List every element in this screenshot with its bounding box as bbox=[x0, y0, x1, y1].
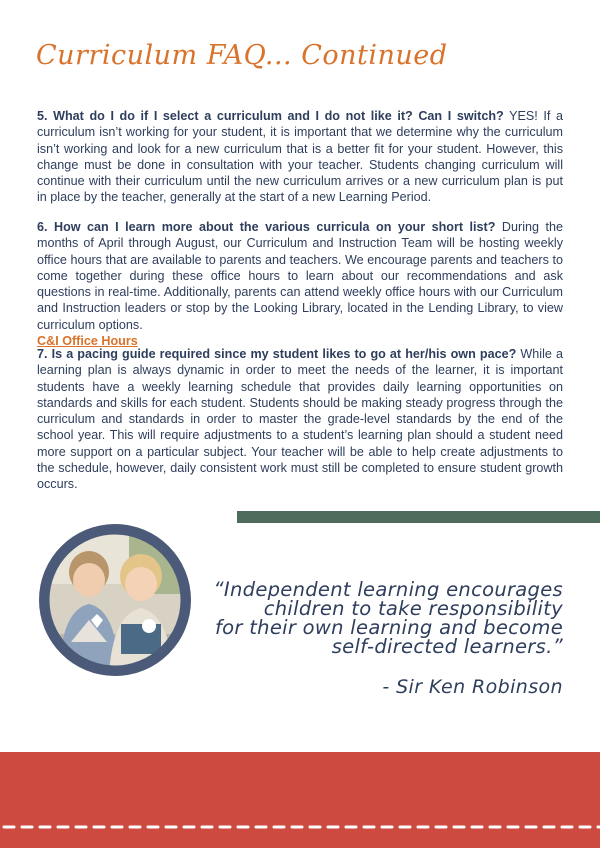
page-title: Curriculum FAQ... Continued bbox=[36, 40, 448, 71]
office-hours-link[interactable]: C&I Office Hours bbox=[37, 334, 138, 349]
faq-question: 5. What do I do if I select a curriculum and I do not like it? Can I switch? bbox=[37, 109, 504, 123]
faq-question: 6. How can I learn more about the various curricula on your short list? bbox=[37, 220, 496, 234]
faq-answer: YES! If a curriculum isn’t working for your student, it is important that we determine why the curriculum isn’t working and look for a new curriculum that is a better fit for your student. However, this change must be done in consultation with your teacher. Students changing curriculum will continue with their curriculum until the new curriculum arrives or a new curriculum plan is put in place by the teacher, generally at the start of a new Learning Period. bbox=[37, 109, 563, 205]
children-photo bbox=[39, 524, 191, 676]
faq-item-5 bbox=[37, 108, 563, 206]
faq-answer: During the months of April through August, our Curriculum and Instruction Team will be hosting weekly office hours that are available to parents and teachers. We encourage parents and teachers to come together during these office hours to learn about our recommendations and ask questions in real-time. Additionally, parents can attend weekly office hours with our Curriculum and Instruction leaders or stop by the Looking Library, located in the Lending Library, to view curriculum options. bbox=[37, 220, 563, 332]
footer-band bbox=[0, 752, 600, 848]
quote-line: for their own learning and become bbox=[215, 616, 563, 639]
faq-item-7 bbox=[37, 346, 563, 493]
faq-question: 7. Is a pacing guide required since my student likes to go at her/his own pace? bbox=[37, 347, 517, 361]
faq-answer: While a learning plan is always dynamic in order to meet the needs of the learner, it is important students have a weekly learning schedule that provides daily learning opportunities on standards and skills for each student. Students should be making steady progress through the curriculum and standards in order to master the grade-level standards by the end of the school year. This will require adjustments to a student’s learning plan should a student need more support on a particular subject. Your teacher will be able to help create adjustments to the schedule, however, daily consistent work must still be completed to ensure student growth occurs. bbox=[37, 347, 563, 492]
divider-bar bbox=[237, 511, 600, 523]
quote-line: “Independent learning encourages bbox=[213, 578, 563, 601]
quote-line: children to take responsibility bbox=[263, 597, 563, 620]
quote-block bbox=[203, 580, 563, 656]
faq-item-6 bbox=[37, 219, 563, 349]
dashed-stitch-line bbox=[0, 822, 600, 832]
quote-author: - Sir Ken Robinson bbox=[382, 676, 563, 698]
quote-line: self-directed learners.” bbox=[331, 635, 563, 658]
